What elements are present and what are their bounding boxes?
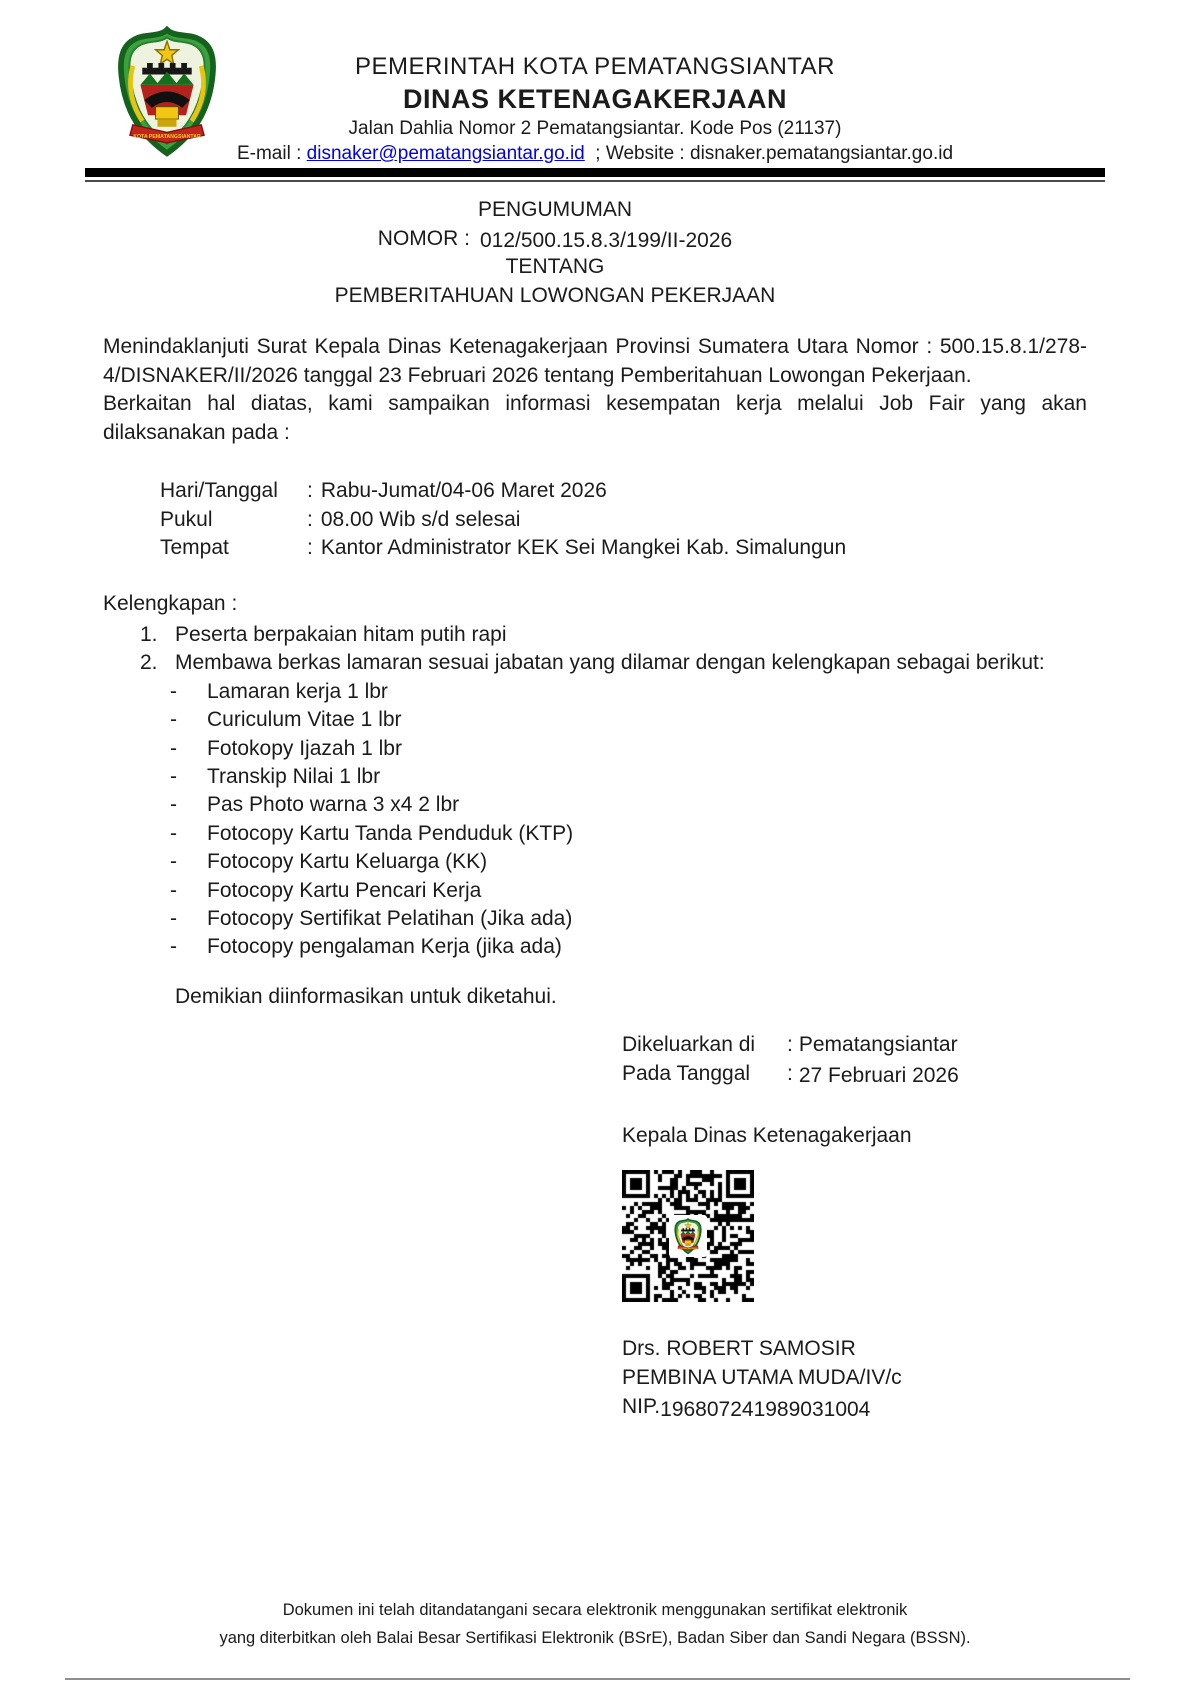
dash-marker: - [170,906,177,930]
document-requirement-item [103,763,1087,791]
signer-identity [622,1334,1102,1421]
dash-marker: - [170,793,177,817]
dash-marker: - [170,679,177,703]
detail-colon: : [307,536,313,560]
list-text: Peserta berpakaian hitam putih rapi [175,622,507,646]
issued-date-value: 27 Februari 2026 [798,1064,959,1087]
document-requirement-item [103,877,1087,905]
government-name: PEMERINTAH KOTA PEMATANGSIANTAR [355,53,835,80]
signer-position-title: Kepala Dinas Ketenagakerjaan [622,1124,912,1147]
document-requirement-item [103,735,1087,763]
issued-place-label: Dikeluarkan di [622,1033,756,1056]
detail-row-place [160,534,1087,563]
dash-marker: - [170,764,177,788]
signature-block [622,1030,1102,1421]
list-number: 1. [140,622,158,646]
issued-place-colon: : [787,1033,793,1056]
website-label: ; Website : [584,143,690,164]
nip-value: 196807241989031004 [660,1398,871,1421]
letterhead-divider [85,168,1105,182]
requirement-text: Fotocopy pengalaman Kerja (jika ada) [207,935,562,959]
footer-line-1: Dokumen ini telah ditandatangani secara elektronik menggunakan sertifikat elektronik [282,1601,908,1619]
doc-number-value: 012/500.15.8.3/199/II-2026 [479,228,733,252]
email-label: E-mail : [236,143,307,164]
divider-thin-rule [85,180,1105,182]
doc-tentang: TENTANG [505,255,605,278]
contact-line [103,141,1087,166]
dash-marker: - [170,821,177,845]
detail-value: Rabu-Jumat/04-06 Maret 2026 [320,479,607,503]
detail-label: Pukul [160,507,213,531]
issued-date-label: Pada Tanggal [622,1062,751,1085]
detail-colon: : [307,507,313,531]
closing-sentence: Demikian diinformasikan untuk diketahui. [175,984,557,1008]
requirement-text: Fotocopy Sertifikat Pelatihan (Jika ada) [207,906,573,930]
dash-marker: - [170,736,177,760]
document-requirement-item [103,820,1087,848]
requirement-text: Fotokopy Ijazah 1 lbr [207,736,402,760]
document-requirement-item [103,791,1087,819]
doc-number-label: NOMOR : [377,226,470,250]
nip-label: NIP. [622,1395,661,1418]
paragraph-1: Menindaklanjuti Surat Kepala Dinas Ketenagakerjaan Provinsi Sumatera Utara Nomor : 500.15.8.1/278-4/DISNAKER/II/2026 tanggal 23 Februari 2026 tentang Pemberitahuan Lowongan Pekerjaan. [103,335,1087,387]
page-bottom-rule [65,1678,1130,1680]
issued-date-row [622,1059,1102,1088]
requirement-text: Fotocopy Kartu Keluarga (KK) [207,850,488,874]
dash-marker: - [170,708,177,732]
event-details [103,477,1087,563]
qr-crest-icon [672,1218,704,1255]
agency-name: DINAS KETENAGAKERJAAN [402,84,788,114]
doc-subject: PEMBERITAHUAN LOWONGAN PEKERJAAN [334,283,776,307]
kelengkapan-numbered-list [103,621,1087,962]
website-value: disnaker.pematangsiantar.go.id [690,143,954,164]
list-item [103,621,1087,649]
electronic-signature-footer [0,1596,1190,1652]
issued-place-row [622,1030,1102,1059]
detail-row-day [160,477,1087,506]
letterhead-text [103,28,1087,166]
list-text: Membawa berkas lamaran sesuai jabatan yang dilamar dengan kelengkapan sebagai berikut: [175,651,1045,675]
doc-number-line [103,225,1007,254]
footer-line-2: yang diterbitkan oleh Balai Besar Sertifikasi Elektronik (BSrE), Badan Siber dan Sandi Negara (BSSN). [219,1629,971,1647]
detail-label: Tempat [160,536,229,560]
detail-row-time [160,506,1087,535]
agency-address: Jalan Dahlia Nomor 2 Pematangsiantar. Kode Pos (21137) [348,118,842,139]
detail-value: 08.00 Wib s/d selesai [320,507,521,531]
document-requirement-item [103,706,1087,734]
requirement-text: Fotocopy Kartu Tanda Penduduk (KTP) [207,821,574,845]
city-crest-logo-icon [110,26,224,159]
document-requirement-item [103,678,1087,706]
dash-marker: - [170,878,177,902]
document-title-block [103,196,1007,310]
requirement-text: Lamaran kerja 1 lbr [207,679,388,703]
list-item [103,649,1087,677]
issued-place-value: Pematangsiantar [798,1033,958,1056]
requirement-text: Fotocopy Kartu Pencari Kerja [207,878,482,902]
email-link[interactable]: disnaker@pematangsiantar.go.id [306,143,585,164]
detail-colon: : [307,479,313,503]
list-number: 2. [140,651,158,675]
detail-label: Hari/Tanggal [160,479,278,503]
dash-marker: - [170,935,177,959]
signer-rank: PEMBINA UTAMA MUDA/IV/c [622,1366,902,1389]
signer-nip-line [622,1392,1102,1421]
requirement-text: Curiculum Vitae 1 lbr [207,708,402,732]
qr-center-logo [669,1215,707,1257]
requirement-text: Transkip Nilai 1 lbr [207,764,381,788]
document-requirement-item [103,848,1087,876]
digital-signature-qr-code [622,1170,754,1302]
kelengkapan-heading: Kelengkapan : [103,591,238,615]
issued-date-colon: : [787,1062,793,1085]
body-paragraphs [103,333,1087,447]
requirement-text: Pas Photo warna 3 x4 2 lbr [207,793,460,817]
divider-thick-rule [85,168,1105,177]
letterhead [103,0,1087,164]
signer-name: Drs. ROBERT SAMOSIR [622,1337,856,1360]
document-requirement-item [103,905,1087,933]
dash-marker: - [170,850,177,874]
paragraph-2: Berkaitan hal diatas, kami sampaikan informasi kesempatan kerja melalui Job Fair yang akan dilaksanakan pada : [103,392,1087,444]
doc-title-heading: PENGUMUMAN [477,198,632,221]
detail-value: Kantor Administrator KEK Sei Mangkei Kab. Simalungun [320,536,847,560]
document-requirement-item [103,933,1087,961]
